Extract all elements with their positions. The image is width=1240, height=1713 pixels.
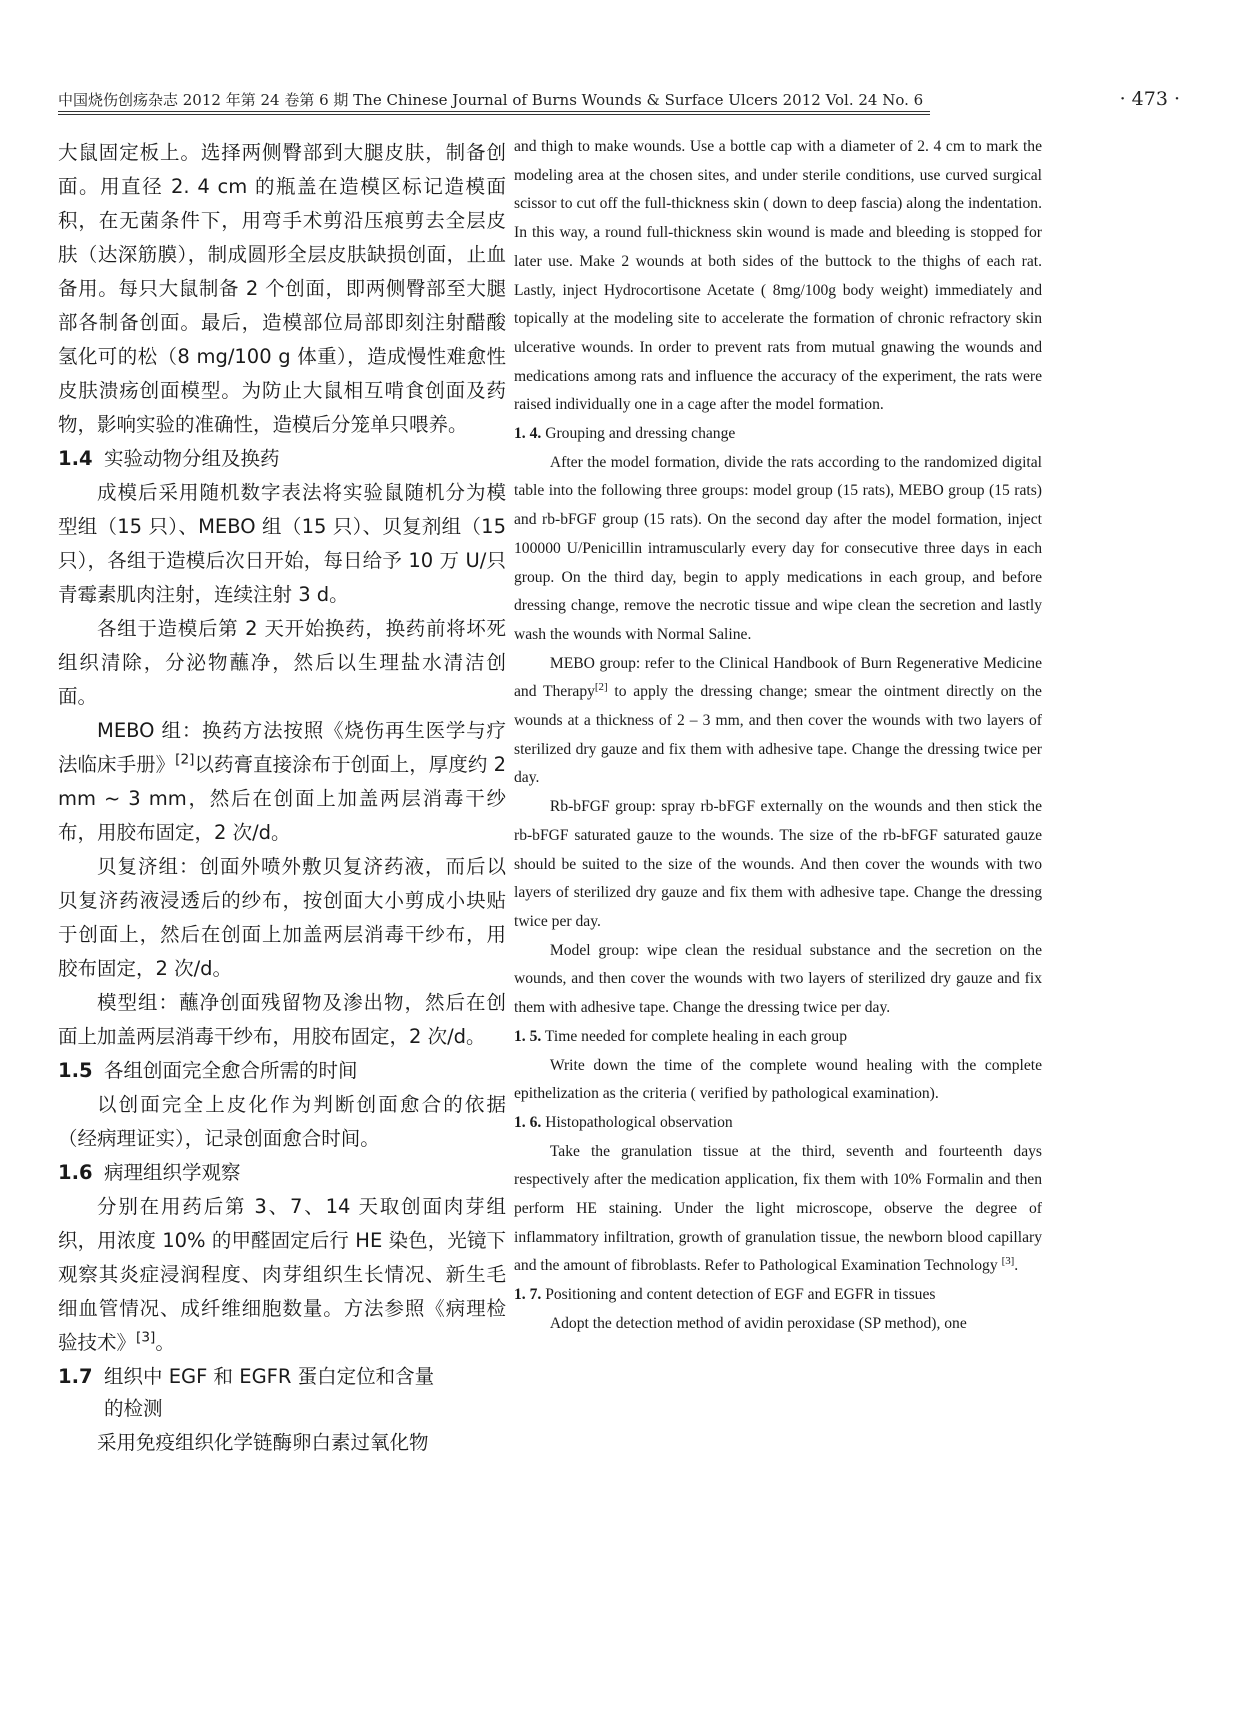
text-run: . [1014,1257,1019,1275]
journal-header: 中国烧伤创疡杂志 2012 年第 24 卷第 6 期 The Chinese Journal of Burns Wounds & Surface Ulcers 2012 Vol. 24 No. 6 [58,91,924,109]
paragraph: 以创面完全上皮化作为判断创面愈合的依据（经病理证实），记录创面愈合时间。 [58,1093,506,1150]
section-title: Time needed for complete healing in each group [544,1027,848,1045]
text-run: MEBO group: refer to the Clinical Handbook of Burn Regenerative Medicine and Therapy [514,654,1042,701]
text-run: 分别在用药后第 3、7、14 天取创面肉芽组织，用浓度 10% 的甲醛固定后行 HE 染色，光镜下观察其炎症浸润程度、肉芽组织生长情况、新生毛细血管情况、成纤维细胞数量。方法参照《病理检验技术》 [58,1195,506,1354]
section-number: 1.6 [58,1161,93,1184]
section-number: 1. 4. [514,425,542,443]
paragraph: 大鼠固定板上。选择两侧臀部到大腿皮肤，制备创面。用直径 2. 4 cm 的瓶盖在造模区标记造模面积，在无菌条件下，用弯手术剪沿压痕剪去全层皮肤（达深筋膜），制成圆形全层皮肤缺损创面，止血备用。每只大鼠制备 2 个创面，即两侧臀部至大腿部各制备创面。最后，造模部位局部即刻注射醋酸氢化可的松（8 mg/100 g 体重），造成慢性难愈性皮肤溃疡创面模型。为防止大鼠相互啃食创面及药物，影响实验的准确性，造模后分笼单只喂养。 [58,141,506,436]
section-number: 1. 5. [514,1027,542,1045]
section-title: 组织中 EGF 和 EGFR 蛋白定位和含量 [104,1365,435,1388]
section-heading-1-5 [58,1054,506,1088]
paragraph: 成模后采用随机数字表法将实验鼠随机分为模型组（15 只）、MEBO 组（15 只）、贝复剂组（15 只），各组于造模后次日开始，每日给予 10 万 U/只青霉素肌肉注射，连续注射 3 d。 [58,481,506,606]
paragraph: After the model formation, divide the rats according to the randomized digital table into the following three groups: model group (15 rats), MEBO group (15 rats) and rb-bFGF group (15 rats). On the second day after the model formation, inject 100000 U/Penicillin intramuscularly every day for consecutive three days in each group. On the third day, begin to apply medications in each group, and before dressing change, remove the necrotic tissue and wipe clean the secretion and lastly wash the wounds with Normal Saline. [514,453,1042,643]
text-run: to apply the dressing change; smear the ointment directly on the wounds at a thickness of 2 – 3 mm, and then cover the wounds with two layers of sterilized dry gauze and fix them with adhesive tape. Change the dressing twice per day. [514,683,1042,787]
section-title: Grouping and dressing change [545,425,736,443]
section-heading-1-5-en [514,1023,1042,1052]
paragraph: Write down the time of the complete wound healing with the complete epithelization as the criteria ( verified by pathological examination). [514,1056,1042,1103]
citation-ref: [3] [1001,1255,1015,1268]
section-heading-1-6-en [514,1109,1042,1138]
section-number: 1.4 [58,447,93,470]
citation-ref: [3] [136,1329,156,1346]
section-number: 1.7 [58,1365,93,1388]
text-run: MEBO 组：换药方法按照《烧伤再生医学与疗法临床手册》 [58,719,506,776]
section-title: Histopathological observation [545,1113,733,1131]
section-title: Positioning and content detection of EGF and EGFR in tissues [545,1286,936,1304]
paragraph: Rb-bFGF group: spray rb-bFGF externally on the wounds and then stick the rb-bFGF saturated gauze to the wounds. The size of the rb-bFGF saturated gauze should be suited to the size of the wounds. And then cover the wounds with two layers of sterilized dry gauze and fix them with adhesive tape. Change the dressing twice per day. [514,798,1042,930]
section-heading-1-4-en [514,420,1042,449]
section-number: 1.5 [58,1059,93,1082]
section-title-continued: 的检测 [104,1397,163,1420]
citation-ref: [2] [175,751,195,768]
paragraph [514,1138,1042,1282]
paragraph: 采用免疫组织化学链酶卵白素过氧化物 [97,1431,429,1454]
paragraph: Model group: wipe clean the residual substance and the secretion on the wounds, and then cover the wounds with two layers of sterilized dry gauze and fix them with adhesive tape. Change the dressing twice per day. [514,941,1042,1017]
text-run: Take the granulation tissue at the third, seventh and fourteenth days respectively after the medication application, fix them with 10% Formalin and then perform HE staining. Under the light microscope, observe the degree of inflammatory infiltration, growth of granulation tissue, the newborn blood capillary and the amount of fibroblasts. Refer to Pathological Examination Technology [514,1142,1042,1275]
section-title: 各组创面完全愈合所需的时间 [104,1059,358,1082]
paragraph: 模型组：蘸净创面残留物及渗出物，然后在创面上加盖两层消毒干纱布，用胶布固定，2 次/d。 [58,991,506,1048]
header-rule-top [58,111,930,112]
paragraph [514,650,1042,794]
text-run: 以药膏直接涂布于创面上，厚度约 2 mm ~ 3 mm，然后在创面上加盖两层消毒干纱布，用胶布固定，2 次/d。 [58,753,506,844]
section-title: 实验动物分组及换药 [104,447,280,470]
paragraph [58,1190,506,1360]
paragraph [58,714,506,850]
english-column [514,133,1042,1339]
section-heading-1-7 [58,1360,506,1394]
paragraph: Adopt the detection method of avidin peroxidase (SP method), one [549,1314,967,1332]
section-number: 1. 7. [514,1286,542,1304]
section-heading-1-6 [58,1156,506,1190]
citation-ref: [2] [594,681,608,694]
paragraph: 贝复济组：创面外喷外敷贝复济药液，而后以贝复济药液浸透后的纱布，按创面大小剪成小块贴于创面上，然后在创面上加盖两层消毒干纱布，用胶布固定，2 次/d。 [58,855,506,980]
header-rule-bottom [58,114,930,115]
chinese-column [58,136,506,1460]
section-heading-1-7-en [514,1281,1042,1310]
section-number: 1. 6. [514,1113,542,1131]
section-title: 病理组织学观察 [104,1161,241,1184]
running-header [58,80,1180,110]
paragraph: and thigh to make wounds. Use a bottle cap with a diameter of 2. 4 cm to mark the modeling area at the chosen sites, and under sterile conditions, use curved surgical scissor to cut off the full-thickness skin ( down to deep fascia) along the indentation. In this way, a round full-thickness skin wound is made and bleeding is stopped for later use. Make 2 wounds at both sides of the buttock to the thighs of each rat. Lastly, inject Hydrocortisone Acetate ( 8mg/100g body weight) immediately and topically at the modeling site to accelerate the formation of chronic refractory skin ulcerative wounds. In order to prevent rats from mutual gnawing the wounds and medications among rats and influence the accuracy of the experiment, the rats were raised individually one in a cage after the model formation. [514,138,1042,414]
text-run: 。 [155,1331,175,1354]
page-number: · 473 · [1119,88,1180,110]
paragraph: 各组于造模后第 2 天开始换药，换药前将坏死组织清除，分泌物蘸净，然后以生理盐水清洁创面。 [58,617,506,708]
section-heading-1-4 [58,442,506,476]
